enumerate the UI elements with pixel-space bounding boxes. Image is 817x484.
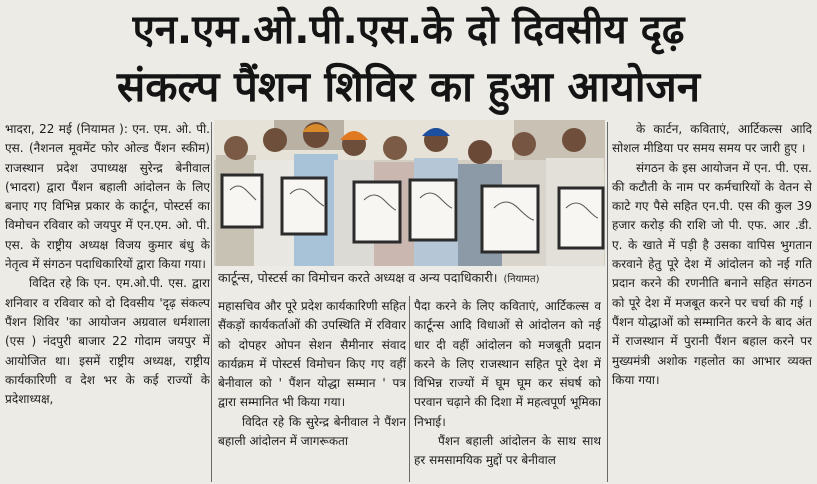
photo-caption xyxy=(218,266,606,290)
photo-credit: (नियामत) xyxy=(503,274,540,285)
headline-line-2: संकल्प पैंशन शिविर का हुआ आयोजन xyxy=(116,62,701,111)
article-paragraph: विदित रहे कि एन. एम.ओ.पी. एस. द्वारा शनिवार व रविवार को दो दिवसीय 'दृढ़ संकल्प पैंशन शिविर 'का आयोजन अग्रवाल धर्मशाला (एस ) नंदपुरी बाजार 22 गोदाम जयपुर में आयोजित था। इसमें राष्ट्रीय अध्यक्ष, राष्ट्रीय कार्यकारिणी व देश भर के कई राज्यों के प्रदेशाध्यक्ष, xyxy=(5,276,210,407)
article-column-left xyxy=(5,120,210,482)
article-paragraph: पैंशन बहाली आंदोलन के साथ साथ हर समसामयिक मुद्दों पर बेनीवाल xyxy=(414,434,601,468)
article-paragraph: पैदा करने के लिए कविताएं, आर्टिकल्स व कार्टून्स आदि विधाओं से आंदोलन को नई धार दी वहीं आंदोलन को मजबूती प्रदान करने के लिए राजस्थान सहित पूरे देश में विभिन्न राज्यों में घूम घूम कर संघर्ष को परवान चढ़ाने की दिशा में महत्वपूर्ण भूमिका निभाई। xyxy=(414,299,601,429)
article-column-middle-2 xyxy=(414,297,601,482)
article-paragraph: विदित रहे कि सुरेन्द्र बेनीवाल ने पैंशन बहाली आंदोलन में जागरूकता xyxy=(218,414,406,449)
headline-line-1: एन.एम.ओ.पी.एस.के दो दिवसीय दृढ़ xyxy=(132,7,685,53)
article-column-right xyxy=(612,120,812,482)
article-paragraph: महासचिव और पूरे प्रदेश कार्यकारिणी सहित सैंकड़ों कार्यकर्ताओं की उपस्थिति में रविवार को दोपहर ओपन सेशन सैमीनार संवाद कार्यक्रम में पोस्टर्स विमोचन किए गए वहीं बेनीवाल को ' पैंशन योद्धा सम्मान ' पत्र द्वारा सम्मानित भी किया गया। xyxy=(218,299,406,410)
column-divider xyxy=(211,122,212,482)
column-divider xyxy=(607,122,608,482)
article-paragraph: संगठन के इस आयोजन में एन. पी. एस. की कटौती के नाम पर कर्मचारियों के वेतन से काटे गए पैसे सहित एन.पी. एस की कुल 39 हजार करोड़ की राशि जो पी. एफ. आर .डी. ए. के खाते में पड़ी है उसका वापिस भुगतान करवाने हेतु पूरे देश में आंदोलन को नई गति प्रदान करने की रणनीति बनाने सहित संगठन को पूरे देश में मजबूत करने पर चर्चा की गई । पैंशन योद्धाओं को सम्मानित करने के बाद अंत में राजस्थान में पुरानी पैंशन बहाल करने पर मुख्यमंत्री अशोक गहलोत का आभार व्यक्त किया गया। xyxy=(612,160,812,387)
article-column-middle-1 xyxy=(218,297,406,482)
article-paragraph: के कार्टन, कविताएं, आर्टिकल्स आदि सोशल मीडिया पर समय समय पर जारी हुए । xyxy=(612,122,812,156)
column-divider xyxy=(409,296,410,482)
article-paragraph: भादरा, 22 मई (नियामत ): एन. एम. ओ. पी. एस. (नैशनल मूवमेंट फोर ओल्ड पैंशन स्कीम) राजस्थान प्रदेश उपाध्यक्ष सुरेन्द्र बेनीवाल (भादरा) द्वारा पैंशन बहाली आंदोलन के लिए बनाए गए विभिन्न प्रकार के कार्टून, पोस्टर्स का विमोचन रविवार को जयपुर में एन.एम. ओ. पी. एस. के राष्ट्रीय अध्यक्ष विजय कुमार बंधु के नेतृत्व में संगठन पदाधिकारियों द्वारा किया गया। xyxy=(5,122,210,272)
news-photo xyxy=(214,120,605,266)
caption-text: कार्टून्स, पोस्टर्स का विमोचन करते अध्यक्ष व अन्य पदाधिकारी। xyxy=(218,270,498,285)
